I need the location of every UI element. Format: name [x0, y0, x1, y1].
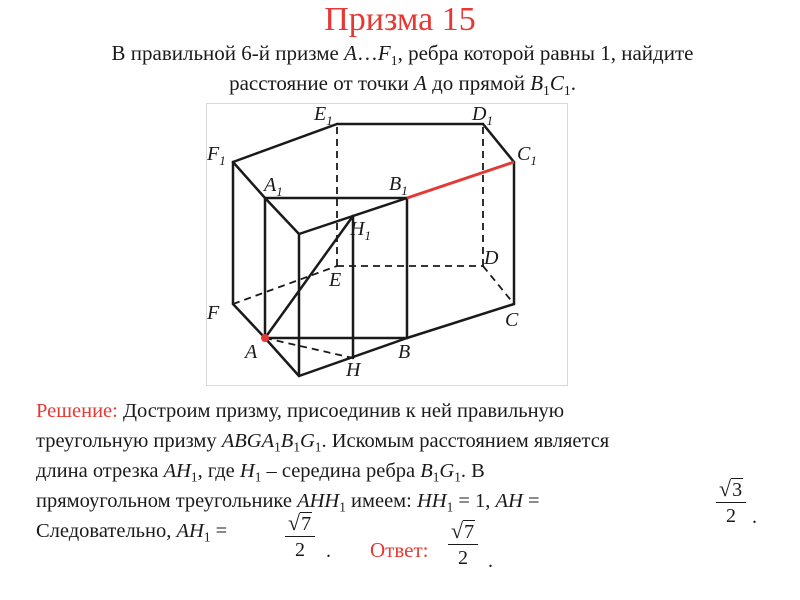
answer-period: . — [488, 550, 493, 572]
slide-title: Призма 15 — [324, 1, 476, 38]
fraction-sqrt3-over-2: $\frac{√3}{2}$ — [716, 478, 746, 526]
label-F1: $F_1$ — [207, 143, 226, 168]
problem-statement — [30, 38, 775, 98]
segment-B1-C1-highlight — [407, 162, 514, 198]
edge-B-C — [407, 304, 514, 338]
prism-figure — [206, 103, 568, 386]
hidden-F-E — [233, 266, 337, 304]
label-C: C — [505, 309, 519, 331]
solution-line-1: Решение: Достроим призму, присоединив к ней правильную — [36, 400, 565, 422]
solution-line-5: Следовательно, $AH_1$ = — [36, 520, 228, 545]
problem-line-1: В правильной 6-й призме $A\dots F_1$, ребра которой равны 1, найдите — [111, 41, 694, 68]
edge-F1-E1 — [233, 124, 337, 162]
sqrt-symbol: √3 — [719, 476, 743, 501]
label-C1: $C_1$ — [517, 143, 537, 168]
solid-edges — [233, 124, 514, 376]
answer-label: Ответ: — [370, 538, 429, 562]
hidden-D-C — [483, 266, 514, 304]
label-H: H — [346, 359, 361, 381]
edge-F1-A1 — [233, 162, 265, 198]
period: . — [326, 540, 331, 562]
sqrt-symbol: √7 — [288, 510, 312, 535]
label-A1: $A_1$ — [264, 174, 283, 199]
fraction-sqrt7-over-2: $\frac{√7}{2}$ — [285, 512, 315, 560]
answer-fraction: $\frac{√7}{2}$ — [448, 520, 478, 568]
edge-D1-C1 — [483, 124, 514, 162]
solution-line-4: прямоугольном треугольнике $AHH_1$ имеем: $HH_1 = 1$, AH = — [36, 490, 540, 515]
solution-line-2: треугольную призму $ABGA_1B_1G_1$. Искомым расстоянием является — [36, 430, 610, 455]
label-B: B — [398, 341, 411, 363]
label-A: A — [245, 341, 258, 363]
label-H1: $H_1$ — [350, 218, 371, 243]
problem-line-2: расстояние от точки A до прямой $B_1C_1$. — [229, 71, 576, 98]
label-E1: $E_1$ — [314, 104, 333, 128]
label-F: F — [207, 302, 220, 324]
sqrt-symbol: √7 — [451, 518, 475, 543]
solution-text — [36, 396, 786, 546]
label-E: E — [329, 269, 342, 291]
label-B1: $B_1$ — [389, 173, 408, 198]
point-A-marker — [261, 334, 269, 342]
hidden-A-H — [265, 338, 353, 358]
solution-line-3: длина отрезка $AH_1$, где $H_1$ – середина ребра $B_1G_1$. В — [36, 460, 485, 485]
solution-label: Решение: — [36, 400, 118, 422]
period: . — [752, 506, 757, 528]
prism-diagram — [207, 104, 569, 387]
vertex-labels — [207, 104, 537, 381]
edge-A1-G1 — [265, 198, 299, 234]
label-D1: $D_1$ — [472, 104, 493, 128]
edge-A-F — [233, 304, 265, 338]
label-D: D — [484, 247, 499, 269]
